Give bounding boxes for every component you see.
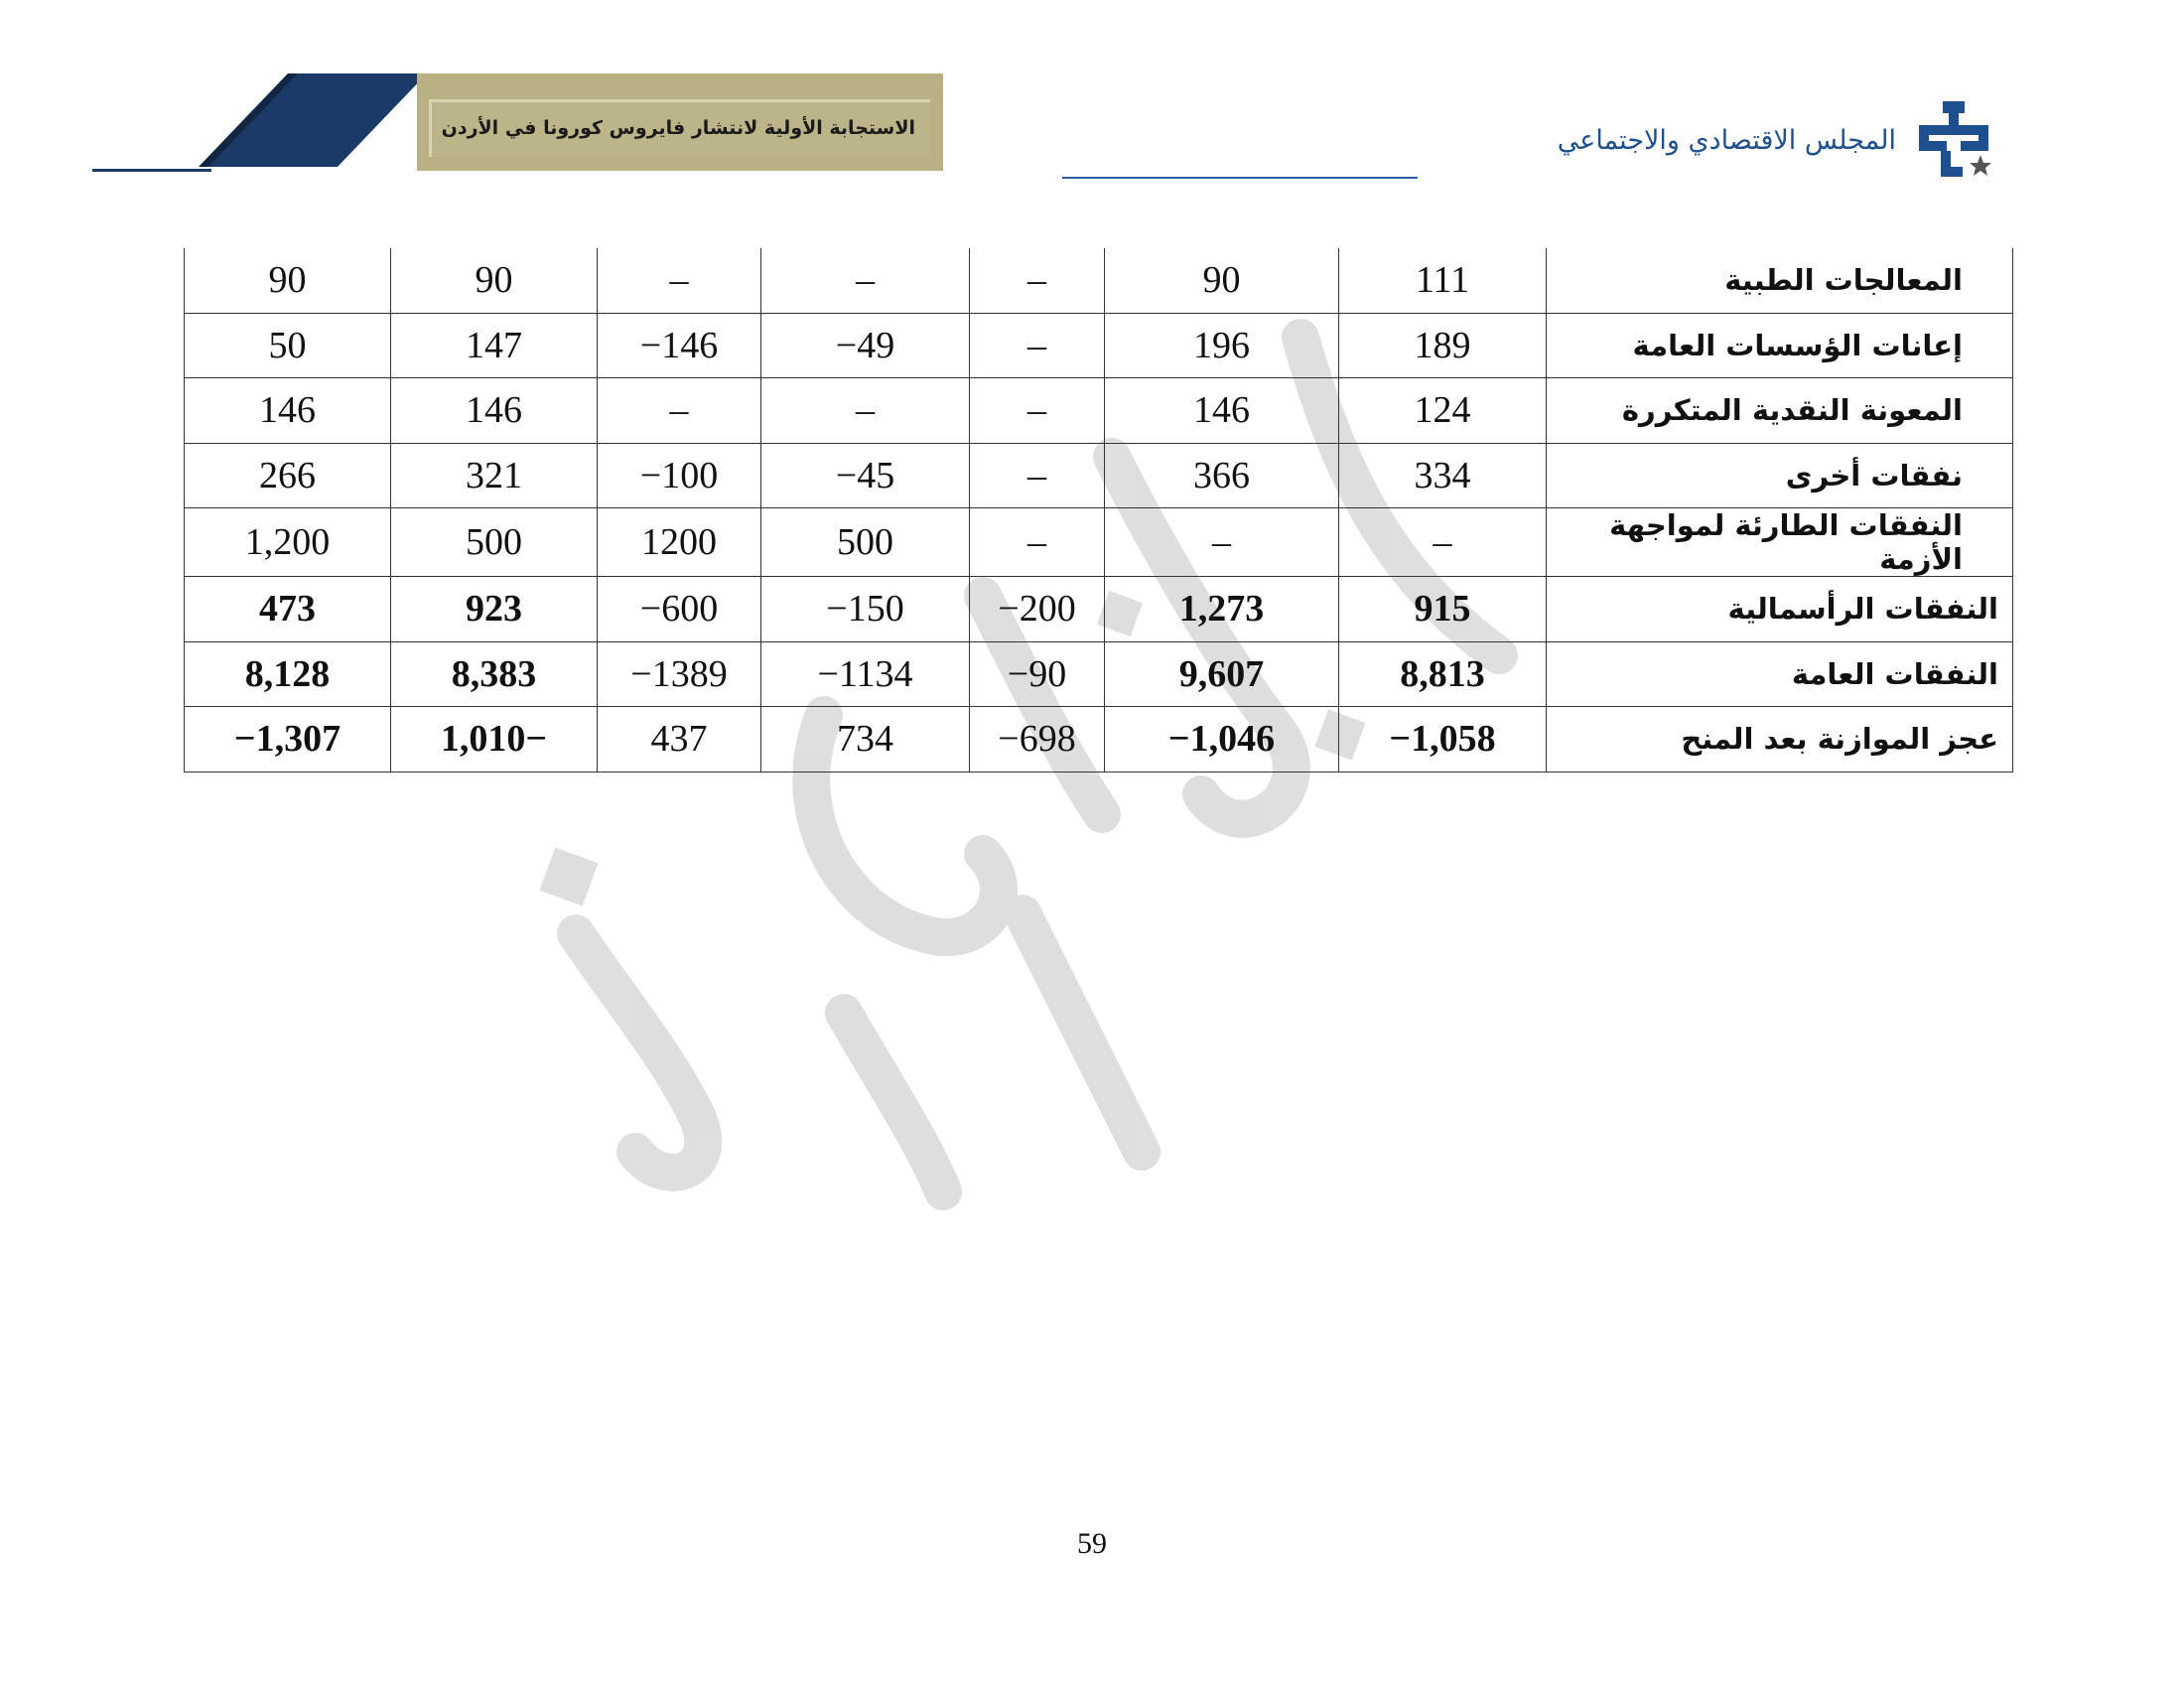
table-cell: 321 xyxy=(391,443,598,508)
table-row xyxy=(185,248,2013,313)
table-row xyxy=(185,443,2013,508)
table-cell: 90 xyxy=(391,248,598,313)
header-navy-parallelogram xyxy=(199,73,427,167)
table-cell: 90 xyxy=(185,248,391,313)
table-cell: – xyxy=(1339,508,1547,577)
table-row xyxy=(185,641,2013,707)
table-cell: 90 xyxy=(1105,248,1339,313)
table-cell: 923 xyxy=(391,577,598,642)
table-cell: – xyxy=(970,313,1105,378)
budget-table xyxy=(184,248,2013,773)
row-label: نفقات أخرى xyxy=(1547,443,2013,508)
table-cell: – xyxy=(761,378,970,444)
table-cell: 1,200 xyxy=(185,508,391,577)
table-cell: 8,813 xyxy=(1339,641,1547,707)
table-cell: 500 xyxy=(391,508,598,577)
table-cell: −1,307 xyxy=(185,707,391,773)
table-cell: 147 xyxy=(391,313,598,378)
table-cell: 189 xyxy=(1339,313,1547,378)
row-label: النفقات العامة xyxy=(1547,641,2013,707)
org-logo-icon xyxy=(1911,95,2000,185)
table-cell: 8,128 xyxy=(185,641,391,707)
table-cell: – xyxy=(598,248,761,313)
table-row xyxy=(185,508,2013,577)
table-cell: −150 xyxy=(761,577,970,642)
table-cell: – xyxy=(970,378,1105,444)
row-label: عجز الموازنة بعد المنح xyxy=(1547,707,2013,773)
row-label: المعونة النقدية المتكررة xyxy=(1547,378,2013,444)
table-row xyxy=(185,378,2013,444)
table-cell: 8,383 xyxy=(391,641,598,707)
table-cell: −1,058 xyxy=(1339,707,1547,773)
table-cell: 50 xyxy=(185,313,391,378)
table-cell: −600 xyxy=(598,577,761,642)
table-cell: −1,046 xyxy=(1105,707,1339,773)
table-cell: 915 xyxy=(1339,577,1547,642)
table-cell: 146 xyxy=(391,378,598,444)
table-cell: −90 xyxy=(970,641,1105,707)
table-row xyxy=(185,707,2013,773)
table-cell: −45 xyxy=(761,443,970,508)
table-cell: – xyxy=(761,248,970,313)
table-cell: – xyxy=(970,508,1105,577)
table-cell: 1,010− xyxy=(391,707,598,773)
header-title: الاستجابة الأولية لانتشار فايروس كورونا في الأردن xyxy=(441,117,915,139)
table-cell: – xyxy=(970,248,1105,313)
table-cell: 366 xyxy=(1105,443,1339,508)
header-underline-mid xyxy=(1062,177,1418,179)
table-cell: 1200 xyxy=(598,508,761,577)
row-label: المعالجات الطبية xyxy=(1547,248,2013,313)
org-name: المجلس الاقتصادي والاجتماعي xyxy=(1557,125,1896,156)
table-cell: 334 xyxy=(1339,443,1547,508)
table-cell: 266 xyxy=(185,443,391,508)
table-cell: 196 xyxy=(1105,313,1339,378)
table-cell: −200 xyxy=(970,577,1105,642)
table-cell: 9,607 xyxy=(1105,641,1339,707)
table-cell: −1389 xyxy=(598,641,761,707)
table-cell: −698 xyxy=(970,707,1105,773)
table-cell: 124 xyxy=(1339,378,1547,444)
table-cell: 437 xyxy=(598,707,761,773)
header-underline-left xyxy=(92,169,211,172)
table-cell: – xyxy=(970,443,1105,508)
table-row xyxy=(185,313,2013,378)
table-cell: – xyxy=(1105,508,1339,577)
table-cell: 146 xyxy=(1105,378,1339,444)
table-cell: 734 xyxy=(761,707,970,773)
table-cell: −100 xyxy=(598,443,761,508)
table-cell: 111 xyxy=(1339,248,1547,313)
table-cell: – xyxy=(598,378,761,444)
row-label: النفقات الرأسمالية xyxy=(1547,577,2013,642)
page-number: 59 xyxy=(1077,1527,1107,1560)
table-cell: 500 xyxy=(761,508,970,577)
table-cell: −146 xyxy=(598,313,761,378)
table-cell: 473 xyxy=(185,577,391,642)
row-label: إعانات الؤسسات العامة xyxy=(1547,313,2013,378)
table-cell: −1134 xyxy=(761,641,970,707)
table-row xyxy=(185,577,2013,642)
table-cell: −49 xyxy=(761,313,970,378)
table-cell: 1,273 xyxy=(1105,577,1339,642)
row-label: النفقات الطارئة لمواجهة الأزمة xyxy=(1547,508,2013,577)
table-cell: 146 xyxy=(185,378,391,444)
